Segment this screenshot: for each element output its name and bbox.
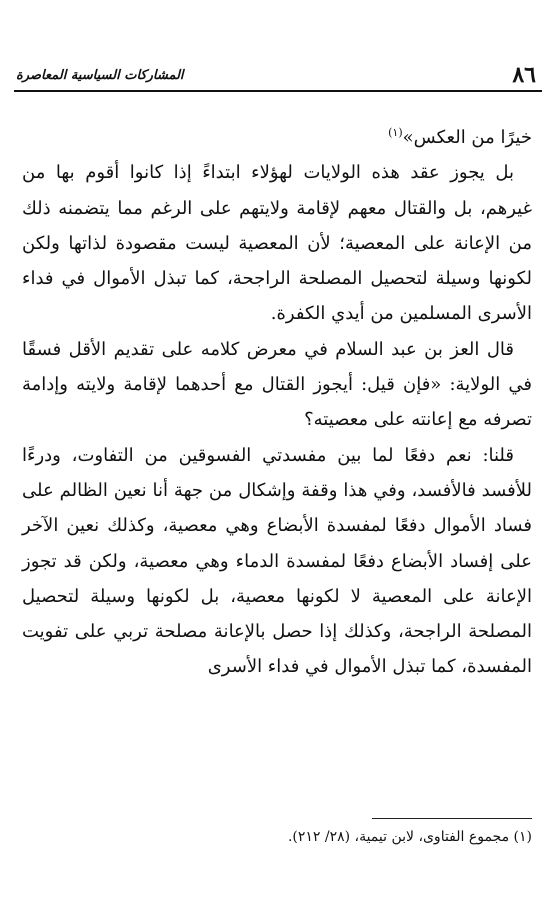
footnote: (١) مجموع الفتاوى، لابن تيمية، (٢٨/ ٢١٢). (287, 829, 532, 845)
body-text (22, 120, 532, 685)
paragraph-3: قال العز بن عبد السلام في معرض كلامه على تقديم الأقل فسقًا في الولاية: «فإن قيل: أيجوز القتال مع أحدهما لإقامة ولايته وإدامة تصرفه مع إعانته على معصيته؟ (22, 338, 532, 431)
footnote-reference: (١) (388, 126, 403, 139)
page-number: ٨٦ (512, 62, 536, 88)
paragraph-1-text: خيرًا من العكس» (402, 127, 532, 148)
running-title: المشاركات السياسية المعاصرة (16, 68, 184, 83)
paragraph-2: بل يجوز عقد هذه الولايات لهؤلاء ابتداءً إذا كانوا أقوم بها من غيرهم، بل والقتال معهم لإقامة ولايتهم على الرغم مما يتضمنه ذلك من الإعانة على المعصية؛ لأن المعصية ليست مقصودة لذاتها ولكن لكونها وسيلة لتحصيل المصلحة الراجحة، كما تبذل الأموال في فداء الأسرى المسلمين من أيدي الكفرة. (22, 162, 532, 325)
header-rule (14, 90, 542, 92)
footnote-rule (372, 818, 532, 819)
paragraph-1 (22, 120, 532, 155)
page-header (14, 60, 542, 96)
paragraph-4: قلنا: نعم دفعًا لما بين مفسدتي الفسوقين من التفاوت، ودرءًا للأفسد فالأفسد، وفي هذا وقفة وإشكال من جهة أنا نعين الظالم على فساد الأموال دفعًا لمفسدة الأبضاع وهي معصية، وكذلك نعين الآخر على إفساد الأبضاع دفعًا لمفسدة الدماء وهي معصية، ولكن قد تجوز الإعانة على المعصية لا لكونها معصية، بل لكونها وسيلة لتحصيل المصلحة الراجحة، وكذلك إذا حصل بالإعانة مصلحة تربي على تفويت المفسدة، كما تبذل الأموال في فداء الأسرى (22, 444, 532, 678)
